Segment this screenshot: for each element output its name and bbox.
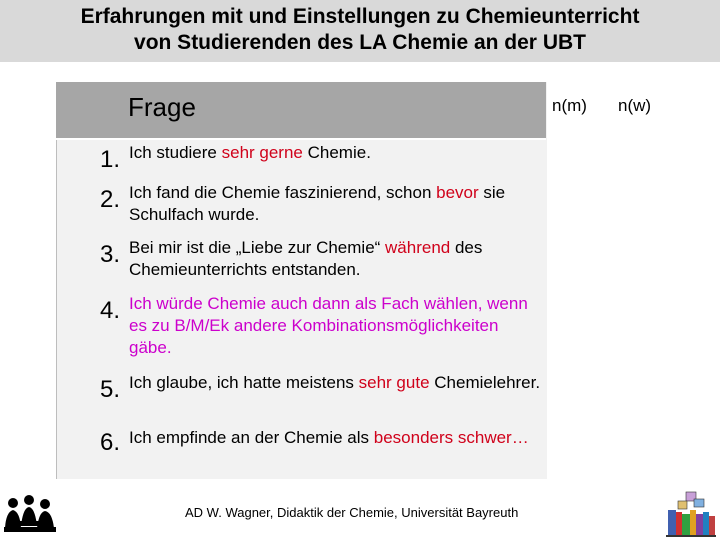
column-header-male: n(m): [552, 96, 587, 115]
highlight-text: während: [385, 238, 451, 257]
highlight-text: besonders schwer…: [373, 428, 529, 447]
highlight-text: sehr gerne: [221, 143, 303, 162]
question-text: Ich empfinde an der Chemie als besonders schwer…: [129, 428, 529, 447]
people-silhouette-icon: [2, 494, 58, 536]
question-number: 3.: [99, 241, 120, 268]
column-header-female: n(w): [618, 96, 652, 115]
question-column-header: Frage: [128, 92, 196, 122]
question-number: 2.: [99, 186, 120, 213]
didaktik-logo-icon: [664, 490, 718, 538]
question-text: Ich fand die Chemie faszinierend, schon bevor sie Schulfach wurde.: [129, 183, 506, 224]
question-number: 4.: [99, 297, 120, 324]
question-text: Ich glaube, ich hatte meistens sehr gute Chemielehrer.: [129, 373, 541, 392]
footer-credit: AD W. Wagner, Didaktik der Chemie, Universität Bayreuth: [185, 505, 519, 520]
slide-title-line2: von Studierenden des LA Chemie an der UBT: [134, 31, 586, 54]
question-number: 5.: [99, 376, 120, 403]
title-band: [0, 0, 720, 62]
question-number: 1.: [99, 146, 120, 173]
question-text: Ich würde Chemie auch dann als Fach wählen, wenn es zu B/M/Ek andere Kombinationsmöglichkeiten gäbe.: [129, 294, 528, 357]
question-text: Bei mir ist die „Liebe zur Chemie“ während des Chemieunterrichts entstanden.: [129, 238, 483, 279]
question-number: 6.: [99, 429, 120, 456]
highlight-text: sehr gute: [358, 373, 430, 392]
slide-title-line1: Erfahrungen mit und Einstellungen zu Chemieunterricht: [80, 5, 640, 28]
question-text: Ich studiere sehr gerne Chemie.: [129, 143, 371, 162]
highlight-text: bevor: [436, 183, 479, 202]
